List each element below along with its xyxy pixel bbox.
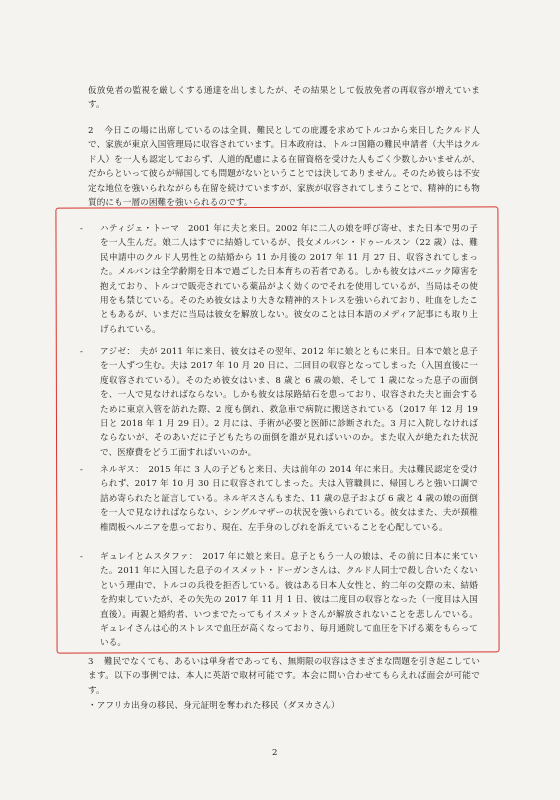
page-number: 2	[272, 748, 278, 758]
entry-dash: -	[80, 347, 84, 357]
entry-dash: -	[80, 224, 84, 234]
intro-text: 仮放免者の監視を厳しくする通達を出しましたが、その結果として仮放免者の再収容が増えています。	[88, 86, 480, 111]
section-2-number: 2	[88, 126, 94, 136]
entry-text: ネルギス： 2015 年に 3 人の子どもと来日、夫は前年の 2014 年に来日。夫は難民認定を受けられず、2017 年 10 月 30 日に収容されてしまった。夫は入管職員に、帰国しろと強い口調で詰め寄られたと証言している。ネルギスさんもまた、11 歳の息子および 6 歳と 4 歳の娘の面倒を一人で見なければならない、シングルマザーの状況を強いられている。彼女はまた、夫が頚椎椎間板ヘルニアを患っており、現在、左手身のしびれを訴えていることを心配している。	[100, 465, 478, 533]
case-entry-gulay-mustafa	[80, 550, 478, 651]
case-entry-azize	[80, 345, 478, 460]
bullet-item	[88, 699, 480, 713]
entry-text: アジゼ： 夫が 2011 年に来日、彼女はその翌年、2012 年に娘とともに来日。日本で娘と息子を一人ずつ生む。夫は 2017 年 10 月 20 日に、二回目の収容となってしまった（入国直後に一度収容されている）。そのため彼女はいま、8 歳と 6 歳の娘、そして 1 歳になった息子の面倒を、一人で見なければならない。しかも彼女は尿路結石を患っており、収容された夫と面会するために東京入管を訪れた際、2 度も倒れ、救急車で病院に搬送されている（2017 年 12 月 19 日と 2018 年 1 月 29 日）。2 月には、手術が必要と医師に診断された。3 月に入院しなければならないが、そのあいだに子どもたちの面倒を誰が見ればいいのか。また収入が絶たれた状況で、医療費をどう工面すればいいのか。	[100, 347, 478, 458]
section-3-paragraph	[88, 655, 480, 698]
intro-paragraph	[88, 84, 480, 113]
bullet-text: ・アフリカ出身の移民、身元証明を奪われた移民（ダヌカさん）	[88, 701, 340, 711]
section-2-paragraph	[88, 124, 480, 210]
entry-text: ハティジェ・トーマ 2001 年に夫と来日。2002 年に二人の娘を呼び寄せ、また日本で男の子を一人生んだ。娘二人はすでに結婚しているが、長女メルバン・ドゥールスン（22 歳）は、難民申請中のクルド人男性との結婚から 11 か月後の 2017 年 11 月 27 日、収容されてしまった。メルバンは全学齢期を日本で過ごした日本育ちの若者である。しかも彼女はパニック障害を抱えており、トルコで販売されている薬品がよく効くのでそれを使用しているが、当局はその使用をも禁じている。そのため彼女はより大きな精神的ストレスを強いられており、吐血をしたこともあるが、いまだに当局は彼女を解放しない。彼女のことは日本語のメディア記事にも取り上げられている。	[100, 224, 478, 335]
entry-text: ギュレイとムスタファ： 2017 年に娘と来日。息子ともう一人の娘は、その前に日本に来ていた。2011 年に入国した息子のイスメット・ドーガンさんは、クルド人同士で殺し合いたくないという理由で、トルコの兵役を拒否している。彼はある日本人女性と、約二年の交際の末、結婚を約束していたが、その矢先の 2017 年 11 月 1 日、彼は二度目の収容となった（一度目は入国直後）。両親と婚約者、いつまでたってもイスメットさんが解放されないことを悲しんでいる。ギュレイさんは心的ストレスで血圧が高くなっており、毎月通院して血圧を下げる薬をもらっている。	[100, 552, 478, 649]
case-entry-hatice	[80, 222, 478, 337]
section-2-text: 今日この場に出席しているのは全員、難民としての庇護を求めてトルコから来日したクルド人で、家族が東京入国管理局に収容されています。日本政府は、トルコ国籍の難民申請者（大半はクルド人）を一人も認定しておらず、人道的配慮による在留資格を受けた人もごく少数しかいませんが、だからといって彼らが帰国しても問題がないということでは決してありません。そのため彼らは不安定な地位を強いられながらも在留を続けていますが、家族が収容されてしまうことで、精神的にも物質的にも一層の困難を強いられるのです。	[88, 126, 480, 209]
section-3-number: 3	[88, 657, 94, 667]
case-entry-nergis	[80, 463, 478, 535]
section-3-text: 難民でなくても、あるいは単身者であっても、無期限の収容はさまざまな問題を引き起こしています。以下の事例では、本人に英語で取材可能です。本会に問い合わせてもらえれば面会が可能です。	[88, 657, 480, 696]
entry-dash: -	[80, 465, 84, 475]
entry-dash: -	[80, 552, 84, 562]
